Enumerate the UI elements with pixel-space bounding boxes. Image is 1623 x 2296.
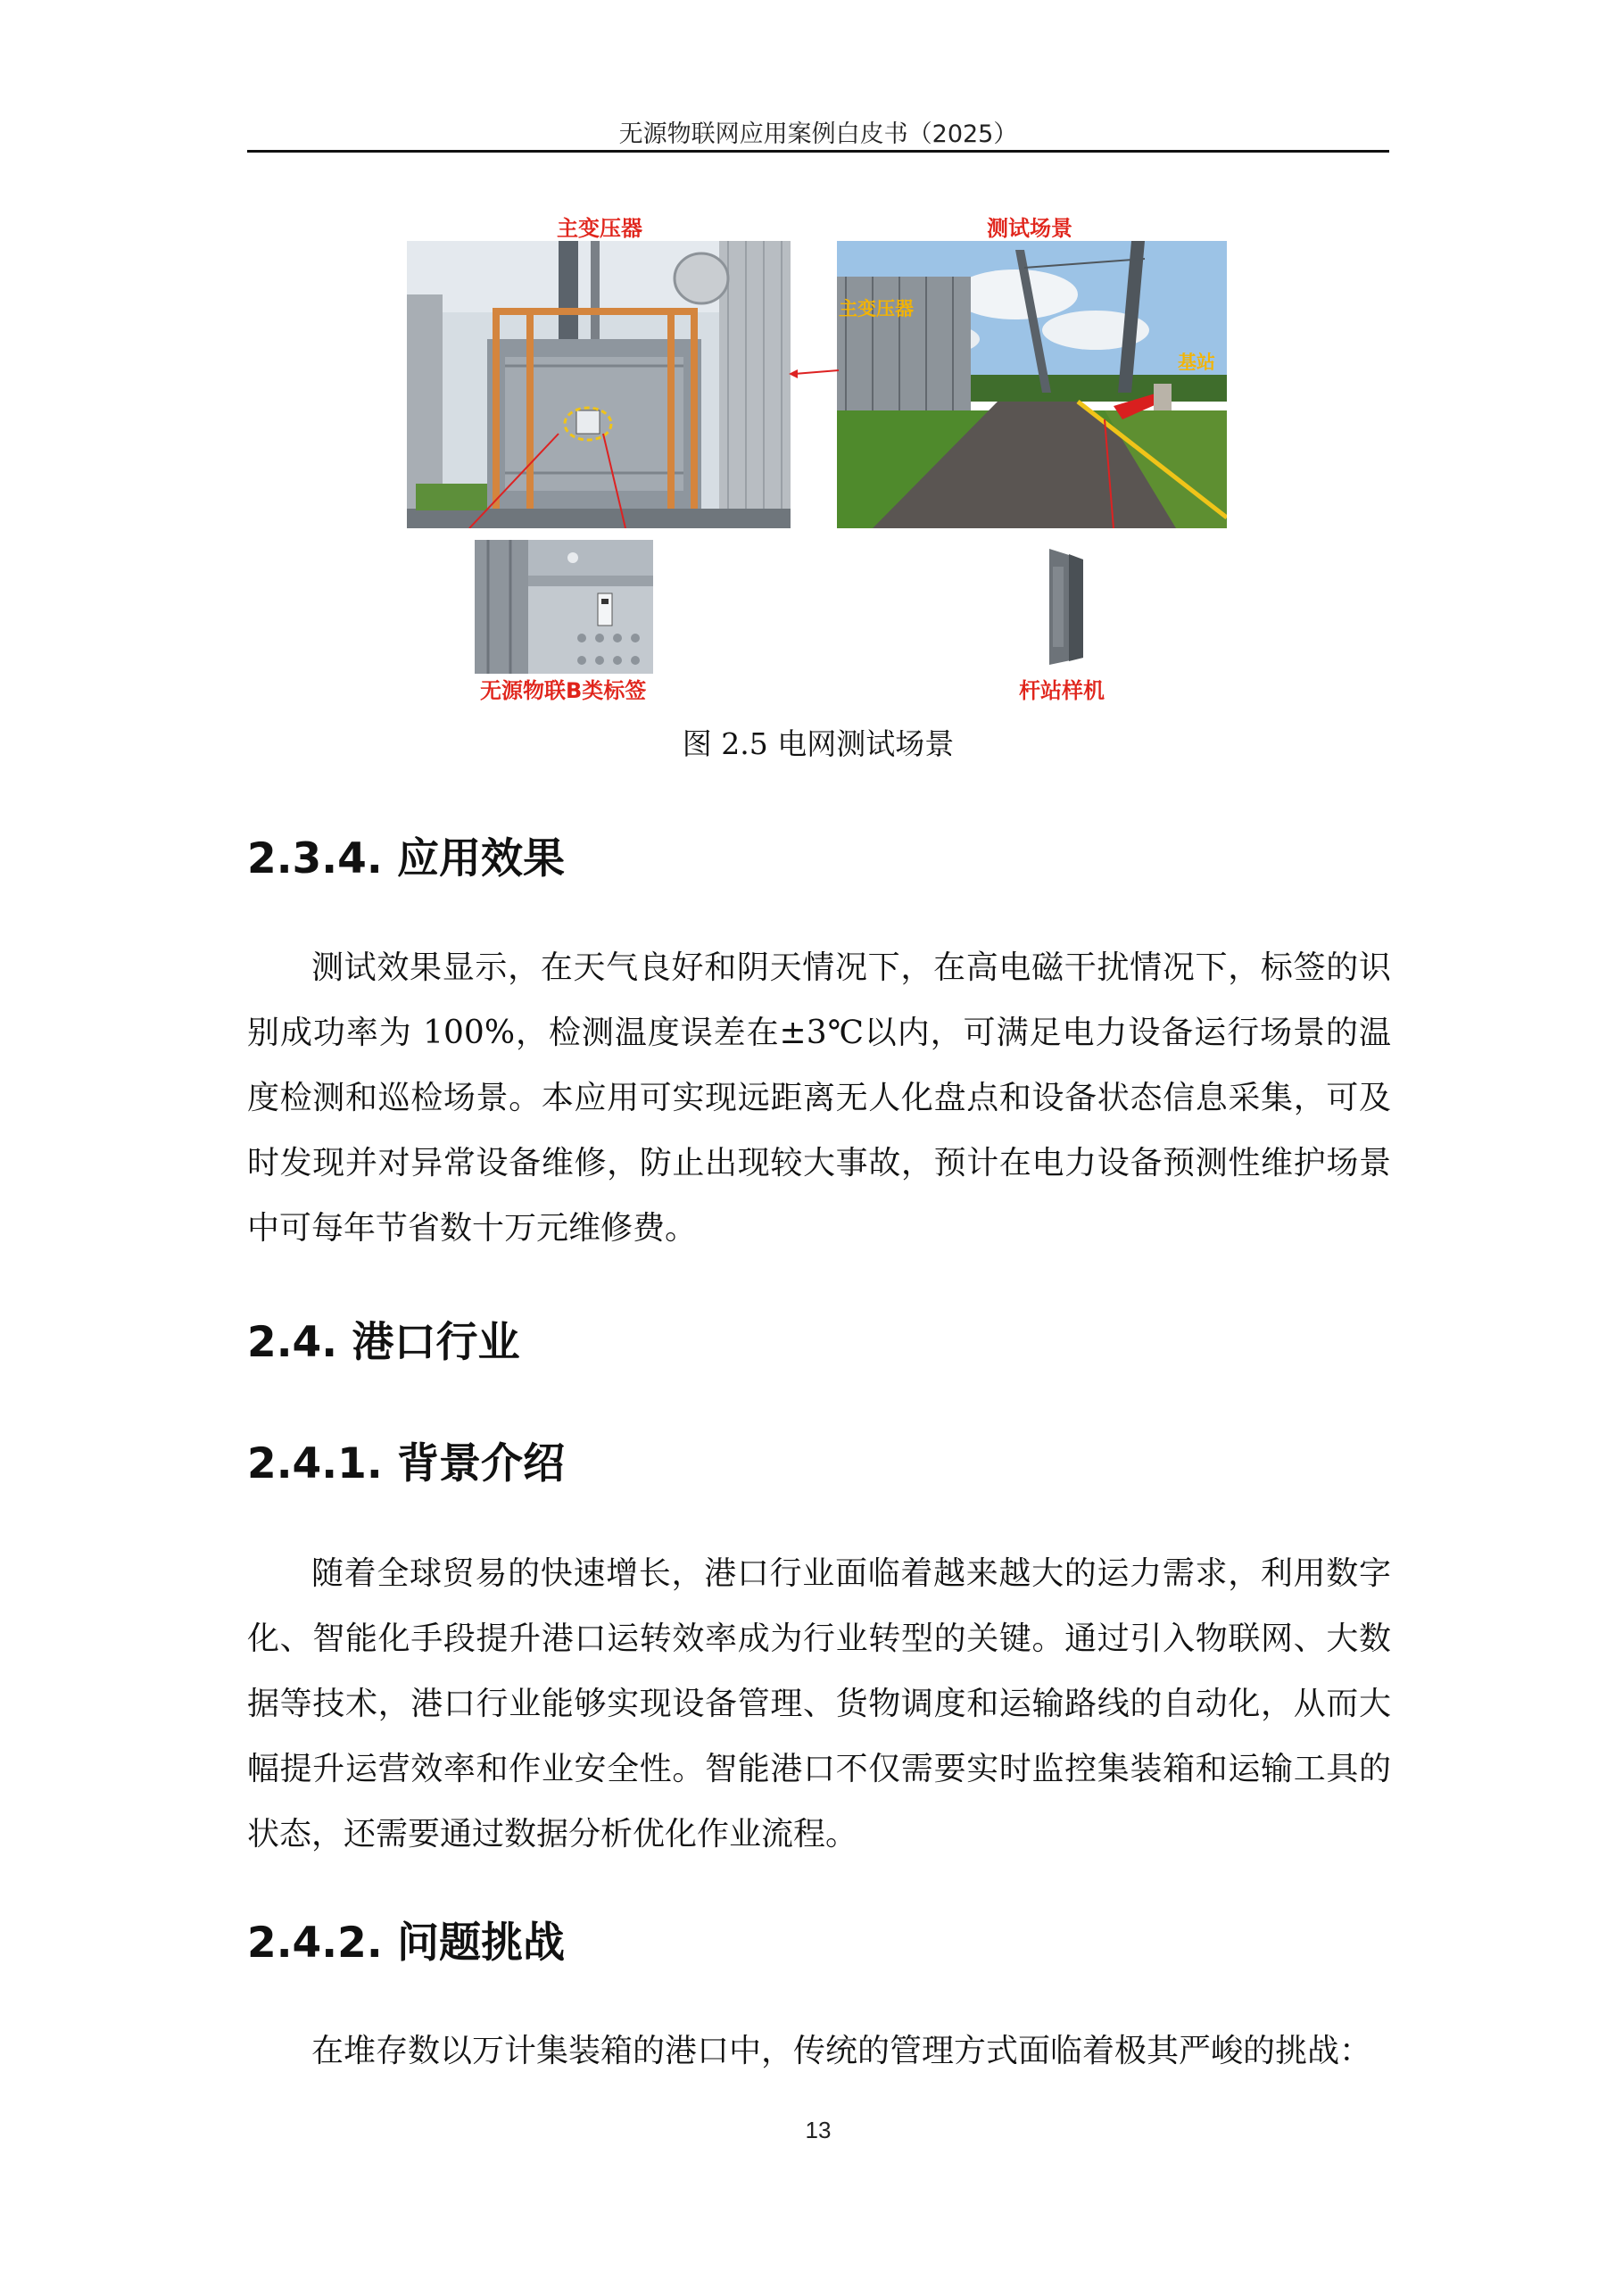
tag-closeup-photo <box>475 540 653 674</box>
paragraph-application-effect: 测试效果显示，在天气良好和阴天情况下，在高电磁干扰情况下，标签的识别成功率为 100%，检测温度误差在±3℃以内，可满足电力设备运行场景的温度检测和巡检场景。本应用可实现远距离无人化盘点和设备状态信息采集，可及时发现并对异常设备维修，防止出现较大事故，预计在电力设备预测性维护场景中可每年节省数十万元维修费。 <box>247 949 1391 1247</box>
link-arrow-icon <box>785 361 842 379</box>
header-rule <box>247 150 1389 153</box>
test-scene-photo <box>837 241 1227 528</box>
label-scene-transformer: 主变压器 <box>839 298 914 319</box>
running-header: 无源物联网应用案例白皮书（2025） <box>618 120 1018 148</box>
paragraph-background: 随着全球贸易的快速增长，港口行业面临着越来越大的运力需求，利用数字化、智能化手段提升港口运转效率成为行业转型的关键。通过引入物联网、大数据等技术，港口行业能够实现设备管理、货物调度和运输路线的自动化，从而大幅提升运营效率和作业安全性。智能港口不仅需要实时监控集装箱和运输工具的状态，还需要通过数据分析优化作业流程。 <box>247 1555 1391 1853</box>
label-main-transformer: 主变压器 <box>557 216 642 241</box>
label-pole-station: 杆站样机 <box>1019 678 1105 703</box>
pole-station-device <box>1044 549 1089 665</box>
label-test-scene: 测试场景 <box>987 216 1072 241</box>
heading-2-4-2: 2.4.2. 问题挑战 <box>247 1919 566 1968</box>
transformer-photo <box>407 241 791 528</box>
page-number: 13 <box>805 2117 832 2143</box>
heading-2-3-4: 2.3.4. 应用效果 <box>247 834 566 883</box>
label-base-station: 基站 <box>1178 352 1215 373</box>
label-tag: 无源物联B类标签 <box>480 678 647 703</box>
heading-2-4-1: 2.4.1. 背景介绍 <box>247 1439 566 1488</box>
heading-2-4: 2.4. 港口行业 <box>247 1318 520 1367</box>
paragraph-challenges: 在堆存数以万计集装箱的港口中，传统的管理方式面临着极其严峻的挑战： <box>311 2033 1372 2069</box>
figure-caption: 图 2.5 电网测试场景 <box>682 726 955 761</box>
